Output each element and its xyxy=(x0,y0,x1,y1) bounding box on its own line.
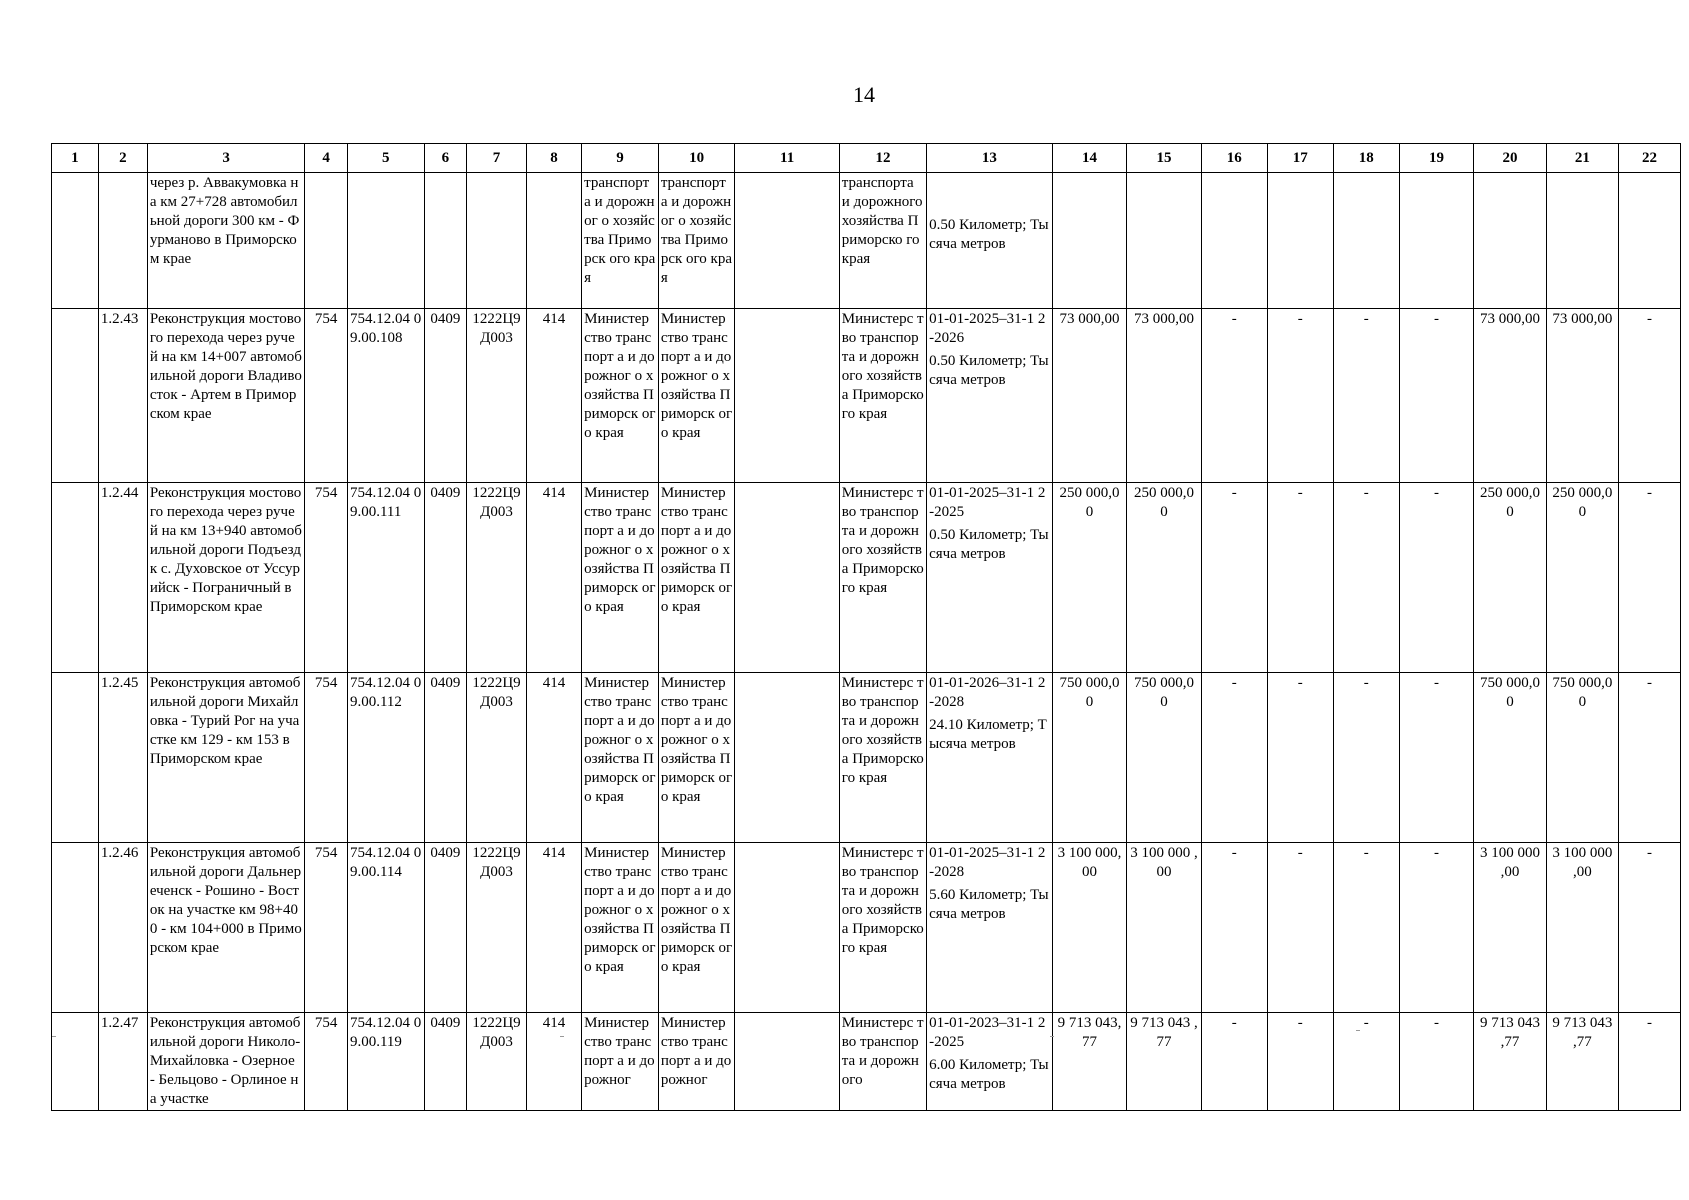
cell-c17 xyxy=(1267,173,1333,309)
capacity-value: 24.10 Километр; Тысяча метров xyxy=(929,717,1047,752)
cell-c15: 750 000,0 0 xyxy=(1127,673,1202,843)
cell-item-number: 1.2.44 xyxy=(98,483,147,673)
implementation-period: 01-01-2025–31-1 2-2025 xyxy=(929,485,1046,520)
cell-c9: Министер ство транспорт а и дорожног xyxy=(582,1013,659,1111)
cell-c14: 73 000,00 xyxy=(1052,309,1127,483)
cell-c16: - xyxy=(1201,309,1267,483)
cell-c19: - xyxy=(1399,1013,1474,1111)
cell-c21: 750 000,0 0 xyxy=(1546,673,1618,843)
cell-c9: Министер ство транспорт а и дорожног о хозяйства Приморск ого края xyxy=(582,673,659,843)
cell-c14: 250 000,0 0 xyxy=(1052,483,1127,673)
implementation-period: 01-01-2023–31-1 2-2025 xyxy=(929,1015,1046,1050)
cell-c10: Министер ство транспорт а и дорожног о хозяйства Приморск ого края xyxy=(658,843,735,1013)
cell-col-1 xyxy=(52,309,99,483)
cell-c22: - xyxy=(1619,483,1681,673)
cell-period-capacity xyxy=(927,673,1053,843)
cell-c12: Министерс тво транспорта и дорожного хозяйства Приморско го края xyxy=(839,483,926,673)
cell-c6: 0409 xyxy=(424,1013,467,1111)
cell-c12: Министерс тво транспорта и дорожного хозяйства Приморско го края xyxy=(839,843,926,1013)
cell-c5: 754.12.04 09.00.112 xyxy=(347,673,424,843)
cell-c19: - xyxy=(1399,309,1474,483)
scan-artifact xyxy=(1050,1036,1054,1037)
cell-c8 xyxy=(526,173,581,309)
cell-item-number: 1.2.47 xyxy=(98,1013,147,1111)
cell-c12: Министерс тво транспорта и дорожного xyxy=(839,1013,926,1111)
column-header-19: 19 xyxy=(1399,144,1474,173)
column-header-9: 9 xyxy=(582,144,659,173)
column-header-22: 22 xyxy=(1619,144,1681,173)
table-row xyxy=(52,483,1681,673)
cell-col-1 xyxy=(52,173,99,309)
cell-c20: 250 000,0 0 xyxy=(1474,483,1546,673)
cell-c9: транспорт а и дорожног о хозяйства Приморск ого края xyxy=(582,173,659,309)
cell-c14: 750 000,0 0 xyxy=(1052,673,1127,843)
cell-c6: 0409 xyxy=(424,309,467,483)
cell-c22: - xyxy=(1619,309,1681,483)
cell-c5: 754.12.04 09.00.111 xyxy=(347,483,424,673)
cell-c7 xyxy=(467,173,527,309)
cell-c8: 414 xyxy=(526,1013,581,1111)
implementation-period xyxy=(929,174,1050,212)
column-header-1: 1 xyxy=(52,144,99,173)
cell-c20: 3 100 000 ,00 xyxy=(1474,843,1546,1013)
column-header-3: 3 xyxy=(147,144,305,173)
implementation-period: 01-01-2025–31-1 2-2028 xyxy=(929,845,1046,880)
cell-col-1 xyxy=(52,673,99,843)
table-row xyxy=(52,1013,1681,1111)
table-row xyxy=(52,673,1681,843)
cell-period-capacity xyxy=(927,309,1053,483)
cell-c9: Министер ство транспорт а и дорожног о хозяйства Приморск ого края xyxy=(582,309,659,483)
cell-c4: 754 xyxy=(305,483,348,673)
cell-c4: 754 xyxy=(305,673,348,843)
cell-c7: 1222Ц9 Д003 xyxy=(467,673,527,843)
cell-period-capacity xyxy=(927,483,1053,673)
cell-c12: Министерс тво транспорта и дорожного хозяйства Приморско го края xyxy=(839,309,926,483)
cell-object-name: Реконструкция автомобильной дороги Дальнереченск - Рошино - Восток на участке км 98+400 - км 104+000 в Приморском крае xyxy=(147,843,305,1013)
cell-c8: 414 xyxy=(526,309,581,483)
cell-object-name: Реконструкция автомобильной дороги Михайловка - Турий Рог на участке км 129 - км 153 в Приморском крае xyxy=(147,673,305,843)
cell-c4 xyxy=(305,173,348,309)
column-header-6: 6 xyxy=(424,144,467,173)
cell-c12: транспорта и дорожного хозяйства Приморско го края xyxy=(839,173,926,309)
cell-c20: 9 713 043 ,77 xyxy=(1474,1013,1546,1111)
cell-c11 xyxy=(735,483,839,673)
column-header-20: 20 xyxy=(1474,144,1546,173)
cell-c21: 250 000,0 0 xyxy=(1546,483,1618,673)
cell-item-number: 1.2.45 xyxy=(98,673,147,843)
cell-c19: - xyxy=(1399,673,1474,843)
cell-c9: Министер ство транспорт а и дорожног о хозяйства Приморск ого края xyxy=(582,483,659,673)
implementation-period: 01-01-2025–31-1 2-2026 xyxy=(929,311,1046,346)
table-body xyxy=(52,173,1681,1111)
cell-object-name: через р. Аввакумовка на км 27+728 автомобильной дороги 300 км - Фурманово в Приморском крае xyxy=(147,173,305,309)
cell-period-capacity xyxy=(927,843,1053,1013)
cell-c6 xyxy=(424,173,467,309)
cell-item-number xyxy=(98,173,147,309)
table-row xyxy=(52,173,1681,309)
cell-c22: - xyxy=(1619,1013,1681,1111)
cell-c15: 3 100 000 ,00 xyxy=(1127,843,1202,1013)
cell-c8: 414 xyxy=(526,843,581,1013)
column-header-18: 18 xyxy=(1333,144,1399,173)
cell-c9: Министер ство транспорт а и дорожног о хозяйства Приморск ого края xyxy=(582,843,659,1013)
cell-c18: - xyxy=(1333,843,1399,1013)
cell-object-name: Реконструкция автомобильной дороги Николо-Михайловка - Озерное - Бельцово - Орлиное на участке xyxy=(147,1013,305,1111)
data-table xyxy=(51,143,1681,1111)
cell-c20: 73 000,00 xyxy=(1474,309,1546,483)
cell-c11 xyxy=(735,173,839,309)
column-header-14: 14 xyxy=(1052,144,1127,173)
column-header-5: 5 xyxy=(347,144,424,173)
column-header-16: 16 xyxy=(1201,144,1267,173)
cell-c5 xyxy=(347,173,424,309)
capacity-value: 5.60 Километр; Тысяча метров xyxy=(929,887,1049,922)
table-row xyxy=(52,309,1681,483)
cell-c20 xyxy=(1474,173,1546,309)
column-header-7: 7 xyxy=(467,144,527,173)
cell-c4: 754 xyxy=(305,843,348,1013)
cell-c17: - xyxy=(1267,1013,1333,1111)
cell-c7: 1222Ц9 Д003 xyxy=(467,483,527,673)
cell-c7: 1222Ц9 Д003 xyxy=(467,843,527,1013)
cell-c21: 3 100 000 ,00 xyxy=(1546,843,1618,1013)
cell-c18: - xyxy=(1333,483,1399,673)
scan-artifact xyxy=(1356,1030,1360,1031)
cell-c21 xyxy=(1546,173,1618,309)
cell-c11 xyxy=(735,843,839,1013)
cell-c16 xyxy=(1201,173,1267,309)
cell-c8: 414 xyxy=(526,673,581,843)
cell-c10: Министер ство транспорт а и дорожног о хозяйства Приморск ого края xyxy=(658,673,735,843)
cell-c22: - xyxy=(1619,673,1681,843)
cell-c19 xyxy=(1399,173,1474,309)
table-row xyxy=(52,843,1681,1013)
cell-object-name: Реконструкция мостового перехода через ручей на км 14+007 автомобильной дороги Владивосток - Артем в Приморском крае xyxy=(147,309,305,483)
cell-col-1 xyxy=(52,843,99,1013)
capacity-value: 0.50 Километр; Тысяча метров xyxy=(929,353,1049,388)
column-header-11: 11 xyxy=(735,144,839,173)
cell-col-1 xyxy=(52,1013,99,1111)
cell-c22 xyxy=(1619,173,1681,309)
cell-c17: - xyxy=(1267,309,1333,483)
column-header-21: 21 xyxy=(1546,144,1618,173)
cell-c15: 250 000,0 0 xyxy=(1127,483,1202,673)
column-header-13: 13 xyxy=(927,144,1053,173)
cell-c15 xyxy=(1127,173,1202,309)
cell-c6: 0409 xyxy=(424,843,467,1013)
implementation-period: 01-01-2026–31-1 2-2028 xyxy=(929,675,1046,710)
cell-c5: 754.12.04 09.00.114 xyxy=(347,843,424,1013)
cell-c10: Министер ство транспорт а и дорожног о хозяйства Приморск ого края xyxy=(658,309,735,483)
cell-item-number: 1.2.43 xyxy=(98,309,147,483)
cell-c22: - xyxy=(1619,843,1681,1013)
cell-c17: - xyxy=(1267,843,1333,1013)
cell-period-capacity xyxy=(927,1013,1053,1111)
cell-c18: - xyxy=(1333,309,1399,483)
scan-artifact xyxy=(560,1036,564,1037)
cell-c19: - xyxy=(1399,483,1474,673)
cell-c16: - xyxy=(1201,1013,1267,1111)
capacity-value: 0.50 Километр; Тысяча метров xyxy=(929,527,1049,562)
capacity-value: 6.00 Километр; Тысяча метров xyxy=(929,1057,1049,1092)
cell-c21: 73 000,00 xyxy=(1546,309,1618,483)
column-header-row xyxy=(52,144,1681,173)
cell-c21: 9 713 043 ,77 xyxy=(1546,1013,1618,1111)
cell-c14: 9 713 043, 77 xyxy=(1052,1013,1127,1111)
cell-c7: 1222Ц9 Д003 xyxy=(467,1013,527,1111)
cell-c11 xyxy=(735,1013,839,1111)
column-header-2: 2 xyxy=(98,144,147,173)
cell-c17: - xyxy=(1267,673,1333,843)
cell-c19: - xyxy=(1399,843,1474,1013)
cell-c6: 0409 xyxy=(424,483,467,673)
cell-c20: 750 000,0 0 xyxy=(1474,673,1546,843)
cell-c6: 0409 xyxy=(424,673,467,843)
column-header-12: 12 xyxy=(839,144,926,173)
cell-c10: транспорт а и дорожног о хозяйства Приморск ого края xyxy=(658,173,735,309)
cell-c4: 754 xyxy=(305,1013,348,1111)
scan-artifact xyxy=(52,1036,56,1037)
cell-col-1 xyxy=(52,483,99,673)
cell-period-capacity xyxy=(927,173,1053,309)
cell-c15: 9 713 043 ,77 xyxy=(1127,1013,1202,1111)
column-header-10: 10 xyxy=(658,144,735,173)
cell-c16: - xyxy=(1201,483,1267,673)
cell-c4: 754 xyxy=(305,309,348,483)
cell-c15: 73 000,00 xyxy=(1127,309,1202,483)
cell-c16: - xyxy=(1201,673,1267,843)
cell-c10: Министер ство транспорт а и дорожног о хозяйства Приморск ого края xyxy=(658,483,735,673)
cell-item-number: 1.2.46 xyxy=(98,843,147,1013)
cell-c14 xyxy=(1052,173,1127,309)
cell-c18: - xyxy=(1333,1013,1399,1111)
cell-c11 xyxy=(735,309,839,483)
cell-c16: - xyxy=(1201,843,1267,1013)
capacity-value: 0.50 Километр; Тысяча метров xyxy=(929,217,1049,252)
cell-c18: - xyxy=(1333,673,1399,843)
column-header-17: 17 xyxy=(1267,144,1333,173)
cell-c10: Министер ство транспорт а и дорожног xyxy=(658,1013,735,1111)
cell-c5: 754.12.04 09.00.119 xyxy=(347,1013,424,1111)
cell-c12: Министерс тво транспорта и дорожного хозяйства Приморско го края xyxy=(839,673,926,843)
cell-c11 xyxy=(735,673,839,843)
cell-c18 xyxy=(1333,173,1399,309)
cell-object-name: Реконструкция мостового перехода через ручей на км 13+940 автомобильной дороги Подъезд к с. Духовское от Уссурийск - Пограничный в Приморском крае xyxy=(147,483,305,673)
cell-c7: 1222Ц9 Д003 xyxy=(467,309,527,483)
column-header-8: 8 xyxy=(526,144,581,173)
page-number: 14 xyxy=(853,82,875,107)
cell-c8: 414 xyxy=(526,483,581,673)
column-header-4: 4 xyxy=(305,144,348,173)
cell-c14: 3 100 000, 00 xyxy=(1052,843,1127,1013)
cell-c17: - xyxy=(1267,483,1333,673)
cell-c5: 754.12.04 09.00.108 xyxy=(347,309,424,483)
column-header-15: 15 xyxy=(1127,144,1202,173)
